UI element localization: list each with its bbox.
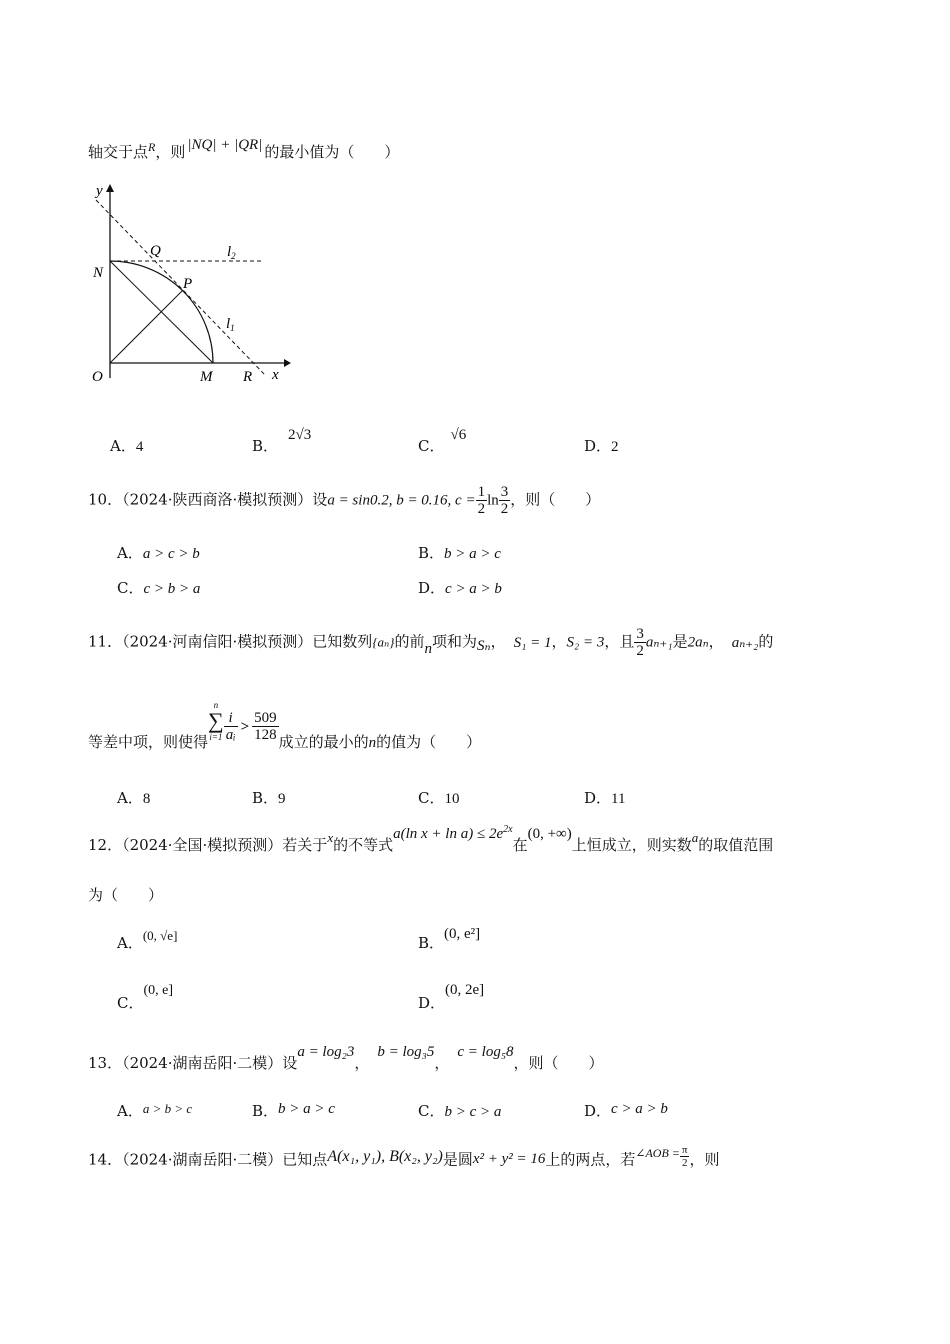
label-q: Q [150,243,161,259]
q11-stem-line2: 等差中项，则使得 n ∑ i=1 $\frac{i}{\text{aᵢ}}$ > $\frac{509}{128}$ 成立的最小的n的值为（ ） [88,700,482,751]
q10-option-c[interactable]: C．c > b > a [117,579,201,597]
q12-stem-line2: 为（ ） [88,886,164,904]
q13-option-c[interactable]: C．b > c > a [418,1102,502,1120]
label-r: R [243,369,253,385]
q13-option-b[interactable]: B．b > a > c [252,1101,335,1120]
label-y: y [96,183,103,199]
segment-op [110,290,183,363]
q14-stem: 14．（2024·湖南岳阳·二模）已知点A(x₁, y₁), B(x₂, y₂)是圆x² + y² = 16上的两点，若$^{\angle AOB =}$ $\frac{\pi}{2}$ ，则 [88,1144,720,1169]
y-axis-arrow-icon [106,184,114,192]
q9-option-a[interactable]: A．4 [110,437,144,455]
line-l1 [96,200,266,376]
q9-figure [84,178,294,388]
q10-option-a[interactable]: A．a > c > b [117,544,200,562]
q13-stem: 13．（2024·湖南岳阳·二模）设a = log₂3，b = log₃5，c = log₅8，则（ ） [88,1044,604,1072]
label-l2: $l_2$ [227,244,236,261]
label-m: M [200,369,213,385]
q9-stem: 轴交于点$^R$，则 |NQ| + |QR| 的最小值为（ ） [88,137,400,161]
q10-stem: 10．（2024·陕西商洛·模拟预测）设a = sin0.2, b = 0.16, c = $\frac{1}{2}$ ln $\frac{3}{2}$ ，则（ ） [88,484,601,517]
q12-option-a[interactable]: A．(0, √e] [117,928,178,952]
q11-stem-line1: 11．（2024·河南信阳·模拟预测）已知数列{aₙ}的前n项和为Sₙ， S₁ = 1，S₂ = 3，且 $\frac{3}{2}$ aₙ₊₁是2aₙ， aₙ₊₂的 [88,626,774,659]
q11-option-d[interactable]: D．11 [584,789,626,807]
q9-option-c[interactable]: C．√6 [418,427,467,455]
q9-option-d[interactable]: D．2 [584,437,619,455]
q12-option-b[interactable]: B．(0, e²] [418,926,481,952]
q10-option-d[interactable]: D．c > a > b [418,579,502,597]
label-l1: $l_1$ [226,316,235,333]
label-n: N [93,265,104,281]
q9-option-b[interactable]: B．2√3 [252,427,312,455]
q12-option-c[interactable]: C．(0, e] [117,983,174,1012]
q10-option-b[interactable]: B．b > a > c [418,544,501,562]
label-o: O [92,369,103,385]
q13-option-a[interactable]: A．a > b > c [117,1101,193,1120]
point-r: R [148,140,156,154]
q9-expression: |NQ| + |QR| [187,137,263,153]
q13-option-d[interactable]: D．c > a > b [584,1101,668,1120]
x-axis-arrow-icon [284,359,291,367]
label-x: x [272,367,279,383]
q11-option-b[interactable]: B．9 [252,789,286,807]
q12-stem-line1: 12．（2024·全国·模拟预测）若关于x的不等式a(ln $x + \ln a) \le 2e^{2x}$在(0, +∞)上恒成立，则实数a的取值范围 [88,824,774,854]
q12-option-d[interactable]: D．(0, 2e] [418,982,485,1012]
q11-option-a[interactable]: A．8 [117,789,151,807]
q11-option-c[interactable]: C．10 [418,789,460,807]
label-p: P [183,276,193,292]
